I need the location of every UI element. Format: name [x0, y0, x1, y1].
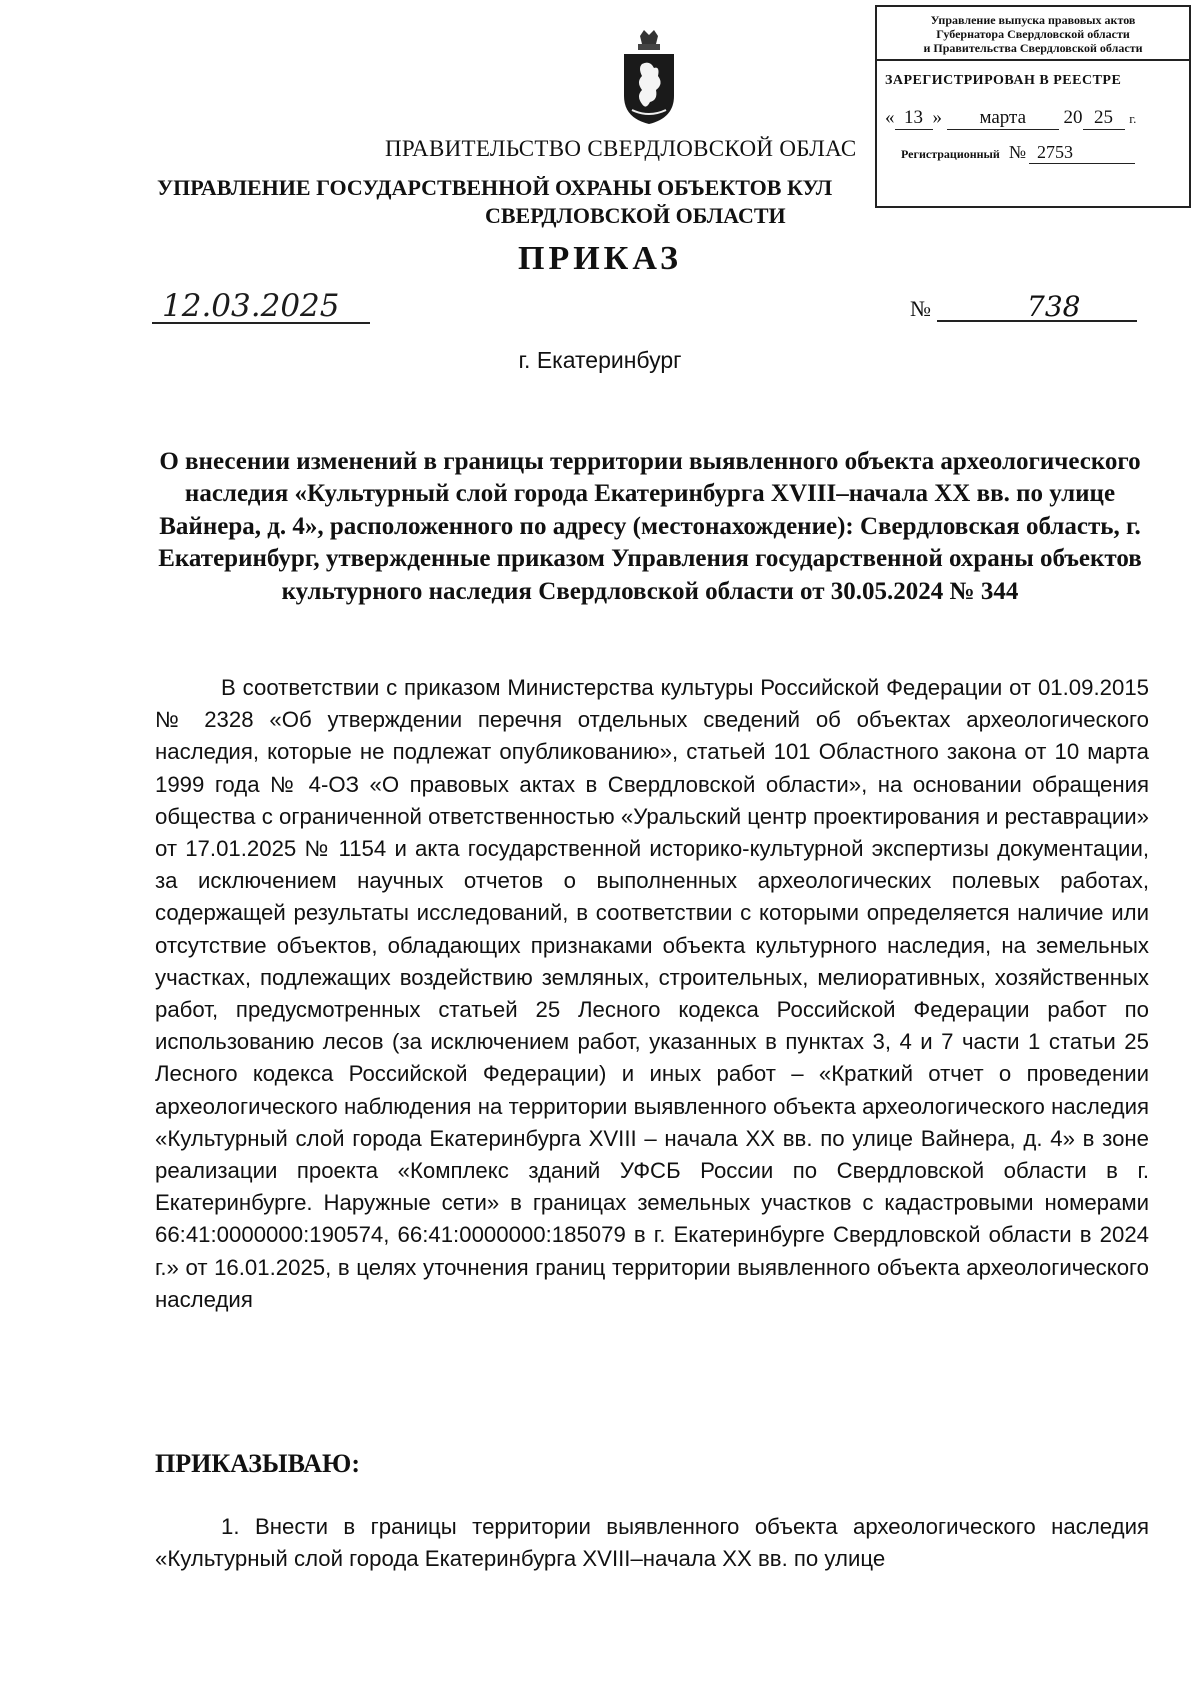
order-item-1: 1. Внести в границы территории выявленного объекта археологического наследия «Культурный слой города Екатеринбурга XVIII–начала XX вв. по улице — [155, 1514, 1149, 1572]
stamp-title: ЗАРЕГИСТРИРОВАН В РЕЕСТРЕ — [885, 73, 1122, 88]
stamp-date — [885, 107, 1189, 130]
order-number — [910, 290, 1137, 323]
department-name-line1: УПРАВЛЕНИЕ ГОСУДАРСТВЕННОЙ ОХРАНЫ ОБЪЕКТОВ КУЛ — [157, 175, 833, 200]
coat-of-arms-icon — [620, 30, 678, 126]
stamp-month: марта — [947, 107, 1059, 130]
stamp-header-line: и Правительства Свердловской области — [923, 41, 1143, 55]
stamp-registration — [901, 142, 1189, 164]
department-name-line2: СВЕРДЛОВСКОЙ ОБЛАСТИ — [485, 203, 786, 228]
registration-stamp — [875, 5, 1191, 208]
stamp-header-line: Управление выпуска правовых актов — [930, 13, 1136, 27]
stamp-day: 13 — [895, 107, 933, 130]
stamp-header-line: Губернатора Свердловской области — [936, 27, 1130, 41]
stamp-year-prefix: 20 — [1063, 107, 1083, 128]
order-title: ПРИКАЗ — [518, 240, 682, 277]
order-date: 12.03.2025 — [152, 290, 370, 324]
preamble-paragraph: В соответствии с приказом Министерства культуры Российской Федерации от 01.09.2015 № 2328 «Об утверждении перечня отдельных сведений об объектах археологического наследия, которые не подлежат опубликованию», статьей 101 Областного закона от 10 марта 1999 года № 4-ОЗ «О правовых актах в Свердловской области», на основании обращения общества с ограниченной ответственностью «Уральский центр проектирования и реставрации» от 17.01.2025 № 1154 и акта государственной историко-культурной экспертизы документации, за исключением научных отчетов о выполненных археологических полевых работах, содержащей результаты исследований, в соответствии с которыми определяется наличие или отсутствие объектов, обладающих признаками объекта культурного наследия, на земельных участках, подлежащих воздействию земляных, строительных, мелиоративных, хозяйственных работ, предусмотренных статьей 25 Лесного кодекса Российской Федерации работ по использованию лесов (за исключением работ, указанных в пунктах 3, 4 и 7 части 1 статьи 25 Лесного кодекса Российской Федерации) и иных работ – «Краткий отчет о проведении археологического наблюдения на территории выявленного объекта археологического наследия «Культурный слой города Екатеринбурга XVIII – начала XX вв. по улице Вайнера, д. 4» в зоне реализации проекта «Комплекс зданий УФСБ России по Свердловской области в г. Екатеринбурге. Наружные сети» в границах земельных участков с кадастровыми номерами 66:41:0000000:190574, 66:41:0000000:185079 в г. Екатеринбурге Свердловской области в 2024 г.» от 16.01.2025, в целях уточнения границ территории выявленного объекта археологического наследия — [155, 675, 1149, 1312]
order-city: г. Екатеринбург — [518, 347, 682, 373]
decree-word: ПРИКАЗЫВАЮ: — [155, 1449, 360, 1478]
government-name: ПРАВИТЕЛЬСТВО СВЕРДЛОВСКОЙ ОБЛАС — [385, 136, 857, 161]
stamp-year-unit: г. — [1129, 111, 1137, 126]
stamp-reg-number: 2753 — [1029, 142, 1135, 164]
stamp-close-quote: » — [932, 107, 942, 128]
document-heading: О внесении изменений в границы территории выявленного объекта археологического наследия «Культурный слой города Екатеринбурга XVIII–начала XX вв. по улице Вайнера, д. 4», расположенного по адресу (местонахождение): Свердловская область, г. Екатеринбург, утвержденные приказом Управления государственной охраны объектов культурного наследия Свердловской области от 30.05.2024 № 344 — [158, 448, 1142, 605]
stamp-num-sign: № — [1008, 142, 1027, 162]
stamp-reg-label: Регистрационный — [901, 147, 1000, 161]
stamp-year-suffix: 25 — [1083, 107, 1125, 130]
stamp-header — [877, 7, 1189, 61]
stamp-open-quote: « — [885, 107, 895, 128]
order-number-value: 738 — [937, 294, 1137, 322]
order-num-sign: № — [910, 296, 931, 321]
